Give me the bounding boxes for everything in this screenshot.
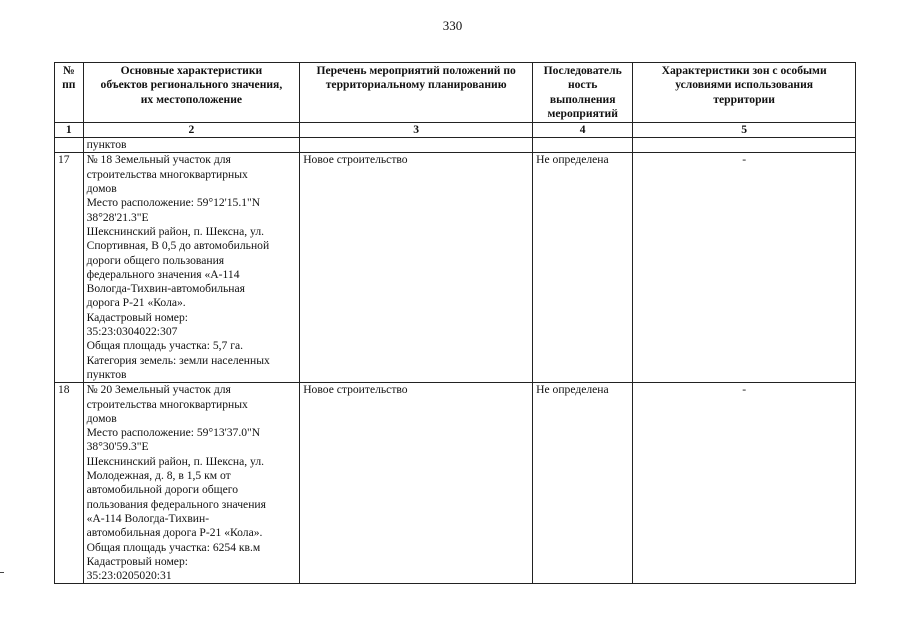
text-line: строительства многоквартирных	[86, 397, 248, 411]
column-number: 3	[300, 123, 533, 138]
text-line: автомобильная дорога Р-21 «Кола».	[86, 526, 263, 540]
continuation-empty-cell	[633, 138, 856, 153]
text-line: Категория земель: земли населенных	[86, 353, 270, 367]
text-line: пользования федерального значения	[86, 497, 266, 511]
header-activities	[300, 63, 533, 123]
column-number: 1	[55, 123, 84, 138]
continuation-empty-cell	[533, 138, 633, 153]
text-line: пп	[62, 78, 76, 92]
text-line: Место расположение: 59°12'15.1"N	[86, 196, 261, 210]
activity-cell: Новое строительство	[300, 153, 533, 383]
text-line: мероприятий	[547, 106, 618, 120]
continuation-row	[55, 138, 856, 153]
text-line: Шекснинский район, п. Шексна, ул.	[86, 224, 265, 238]
text-line: территории	[713, 92, 775, 106]
activity-cell: Новое строительство	[300, 383, 533, 584]
text-line: строительства многоквартирных	[86, 167, 248, 181]
header-number	[55, 63, 84, 123]
text-line: 35:23:0205020:31	[86, 569, 172, 583]
sequence-cell: Не определена	[533, 153, 633, 383]
text-line: объектов регионального значения,	[100, 78, 283, 92]
text-line: 38°30'59.3"E	[86, 440, 149, 454]
text-line: Основные характеристики	[120, 64, 263, 77]
text-line: их местоположение	[140, 92, 243, 106]
continuation-index-cell	[55, 138, 84, 153]
object-description	[83, 153, 300, 383]
text-line: Молодежная, д. 8, в 1,5 км от	[86, 469, 231, 483]
text-line: Кадастровый номер:	[86, 310, 188, 324]
text-line: выполнения	[549, 92, 616, 106]
text-line: Характеристики зон с особыми	[661, 64, 827, 77]
sequence-cell: Не определена	[533, 383, 633, 584]
text-line: автомобильной дороги общего	[86, 483, 239, 497]
text-line: дороги общего пользования	[86, 253, 225, 267]
text-line: дорога Р-21 «Кола».	[86, 296, 186, 310]
text-line: территориальному планированию	[325, 78, 507, 92]
text-line: №	[62, 64, 75, 77]
text-line: условиями использования	[675, 78, 814, 92]
text-line: домов	[86, 411, 117, 425]
text-line: Спортивная, В 0,5 до автомобильной	[86, 239, 270, 253]
text-line: Кадастровый номер:	[86, 554, 188, 568]
header-zones	[633, 63, 856, 123]
continuation-text: пунктов	[83, 138, 300, 153]
text-line: федерального значения «А-114	[86, 267, 240, 281]
text-line: пунктов	[86, 367, 127, 381]
text-line: Вологда-Тихвин-автомобильная	[86, 282, 245, 296]
object-description	[83, 383, 300, 584]
zone-cell: -	[633, 383, 856, 584]
text-line: ность	[567, 78, 598, 92]
column-number: 2	[83, 123, 300, 138]
text-line: 38°28'21.3"E	[86, 210, 149, 224]
continuation-empty-cell	[300, 138, 533, 153]
table-row	[55, 153, 856, 383]
text-line: 35:23:0304022:307	[86, 325, 178, 339]
text-line: № 18 Земельный участок для	[86, 153, 231, 167]
header-row	[55, 63, 856, 123]
table-row	[55, 383, 856, 584]
margin-mark	[0, 572, 4, 573]
text-line: Общая площадь участка: 5,7 га.	[86, 339, 244, 353]
text-line: № 20 Земельный участок для	[86, 383, 231, 397]
text-line: Общая площадь участка: 6254 кв.м	[86, 540, 261, 554]
text-line: Шекснинский район, п. Шексна, ул.	[86, 454, 265, 468]
header-objects	[83, 63, 300, 123]
zone-cell: -	[633, 153, 856, 383]
column-number: 5	[633, 123, 856, 138]
text-line: Последователь	[543, 64, 622, 77]
column-number-row	[55, 123, 856, 138]
text-line: Перечень мероприятий положений по	[316, 64, 516, 77]
row-index: 17	[55, 153, 84, 383]
header-sequence	[533, 63, 633, 123]
page-number: 330	[442, 18, 463, 33]
text-line: «А-114 Вологда-Тихвин-	[86, 511, 210, 525]
planning-table	[54, 62, 856, 584]
row-index: 18	[55, 383, 84, 584]
text-line: Место расположение: 59°13'37.0"N	[86, 426, 261, 440]
text-line: домов	[86, 182, 117, 196]
column-number: 4	[533, 123, 633, 138]
